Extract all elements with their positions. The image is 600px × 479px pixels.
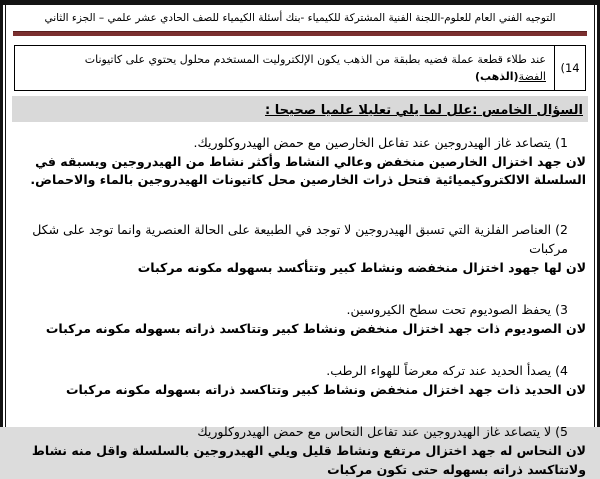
item-question-line xyxy=(14,362,586,380)
item-question: يحفظ الصوديوم تحت سطح الكيروسين. xyxy=(346,301,552,317)
list-item xyxy=(14,423,586,478)
list-item xyxy=(14,221,586,276)
item-answer: لان الحديد ذات جهد اختزال منخفض ونشاط كبير وتتاكسد ذراته بسهوله مكونه مركبات xyxy=(65,382,586,398)
item-question: العناصر الفلزية التي تسبق الهيدروجين لا توجد في الطبيعة على الحالة العنصرية وانما توجد على شكل مركبات xyxy=(32,222,568,256)
item-number: 1) xyxy=(555,135,568,150)
item-answer: لان الصوديوم ذات جهد اختزال منخفض ونشاط كبير وتتاكسد ذراته بسهوله مكونه مركبات xyxy=(45,320,586,336)
question-14-statement: عند طلاء قطعة عملة فضيه بطبقة من الذهب يكون الإلكتروليت المستخدم محلول يحتوي على كاتيونات xyxy=(84,53,546,66)
document-header: التوجيه الفني العام للعلوم-اللجنة الفنية المشتركة للكيمياء -بنك أسئلة الكيمياء للصف الحادي عشر علمي – الجزء الثاني xyxy=(44,12,556,24)
section-title: السؤال الخامس :علل لما يلي تعليلا علميا صحيحا : xyxy=(265,103,583,118)
question-14-text xyxy=(15,46,554,90)
item-question: يصدأ الحديد عند تركه معرضاً للهواء الرطب. xyxy=(326,363,552,378)
section-title-bar xyxy=(12,96,588,122)
item-answer: لان النحاس له جهد اختزال مرتفع ونشاط قليل ويلي الهيدروجين بالسلسلة واقل منه نشاط ولاتتاكسد ذراته بسهوله حتى تكون مركبات xyxy=(31,443,586,477)
list-item xyxy=(14,301,586,338)
item-question-line xyxy=(14,134,586,152)
item-question-line xyxy=(14,301,586,319)
item-answer: لان جهد اختزال الخارصين منخفض وعالي النشاط وأكثر نشاط من الهيدروجين ويسبقه في السلسلة الالكتروكيميائية فتحل ذرات الخارصين محل كاتيونات الهيدروجين بالماء والاحماض. xyxy=(30,154,586,188)
item-number: 2) xyxy=(555,222,568,238)
item-number: 3) xyxy=(555,301,568,317)
page-inner-frame xyxy=(5,5,595,477)
question-14-number: 14) xyxy=(554,46,585,90)
item-number: 4) xyxy=(555,363,568,378)
header-rule-divider xyxy=(13,31,587,36)
list-item xyxy=(14,134,586,189)
list-item xyxy=(14,362,586,399)
underlined-term: الفضة xyxy=(518,69,546,83)
item-number: 5) xyxy=(555,424,568,440)
question-list xyxy=(12,122,588,479)
question-14-box xyxy=(14,45,586,91)
item-question: لا يتصاعد غاز الهيدروجين عند تفاعل النحاس مع حمض الهيدروكلوريك xyxy=(197,424,552,440)
item-question-line xyxy=(14,221,586,257)
item-question-line xyxy=(14,423,586,441)
correction-term: (الذهب) xyxy=(474,69,519,83)
item-question: يتصاعد غاز الهيدروجين عند تفاعل الخارصين مع حمض الهيدروكلوريك. xyxy=(193,135,552,150)
item-answer: لان لها جهود اختزال منخفضه ونشاط كبير وتتأكسد بسهوله مكونه مركبات xyxy=(137,259,586,275)
